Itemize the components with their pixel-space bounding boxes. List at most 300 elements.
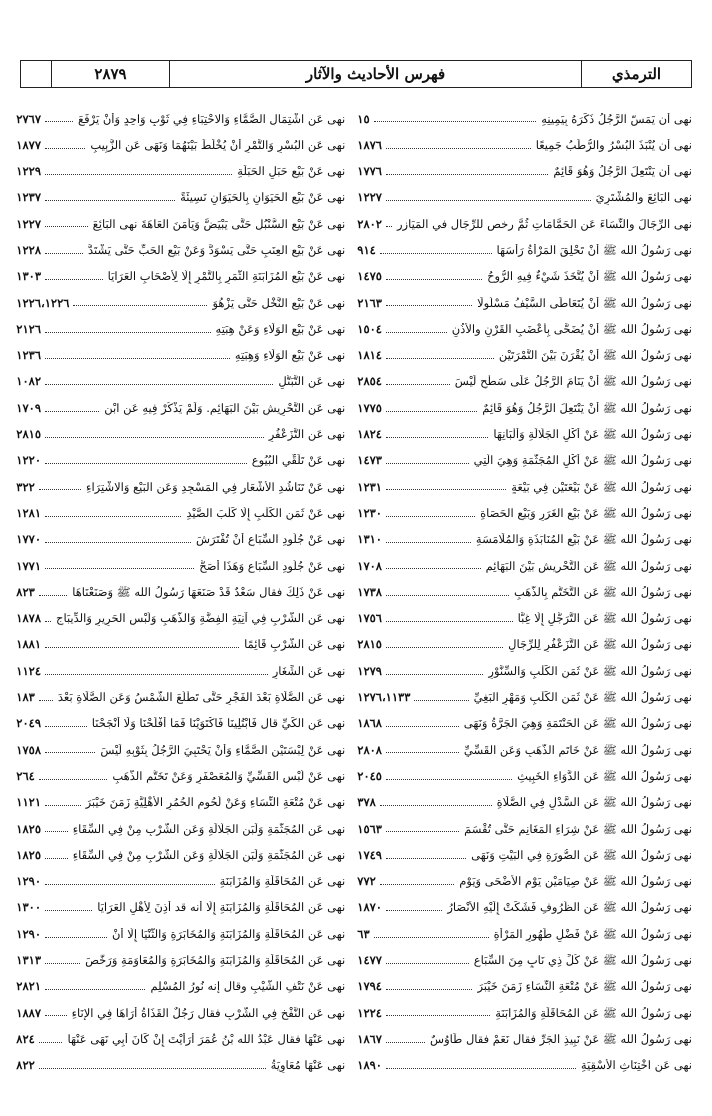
entry-text: نهى عَنِ المُجَثَّمَةِ وَلَبَنِ الجَلَّالَةِ وَعَنِ الشُّرْبِ مِنْ فِي السِّقَاءِ [72,822,346,836]
index-entry [357,679,692,705]
entry-ref-number: ١٧٧٦ [357,164,382,179]
entry-ref-number: ١٥ [357,111,370,126]
entry-ref-number: ١٨٢٥ [16,847,42,862]
entry-ref-number: ١٢٧٩ [357,663,382,678]
entry-text: نهى عَنِ الصَّلَاةِ بَعْدَ الفَجْرِ حَتَّى تَطْلُعَ الشَّمْسُ وَعَنِ الصَّلَاةِ بَعْدَ [57,691,346,705]
index-entry [357,573,692,599]
index-entry [357,547,692,573]
entry-ref-number: ١٥٠٤ [357,321,382,336]
index-entry [16,521,345,547]
leader-dots [386,384,450,385]
leader-dots [45,121,73,122]
entry-ref-number: ١٨٦٨ [357,716,382,731]
index-entry [357,626,692,652]
index-entry [357,231,692,257]
index-entry [16,363,345,389]
entry-ref-number: ٩١٤ [357,242,376,257]
entry-ref-number: ١٢٣٦ [16,348,42,363]
entry-text: نهى رَسُولُ الله ﷺ أَنْ يُقْرَنَ بَيْنَ التَّمْرَتَيْنِ [498,349,692,363]
entry-ref-number: ١٨٦٧ [357,1031,382,1046]
entry-ref-number: ٨٢٣ [16,584,35,599]
leader-dots [386,305,472,306]
leader-dots [45,332,211,333]
entry-text: نهى عَنِ المُجَثَّمَةِ وَلَبَنِ الجَلَّالَةِ وَعَنِ الشُّرْبِ مِنْ فِي السِّقَاءِ [72,848,346,862]
entry-text: نهى عَنْ بَيْعِ الحَيَوَانِ بِالحَيَوَانِ نَسِيئَةً [180,191,346,205]
entry-text: نهى أن يَنْتَعِلَ الرَّجُلُ وَهُوَ قَائِمٌ [553,165,692,179]
entry-text: نهى رَسُولُ الله ﷺ عَنِ الصُّورَةِ فِي البَيْتِ وَنَهَى [471,848,692,862]
entry-ref-number: ١٧٧١ [16,558,42,573]
index-entry [357,494,692,520]
entry-text: نهى عَنْ تَلَقِّي البُيُوعِ [251,454,346,468]
leader-dots [386,1015,490,1016]
index-entry [357,731,692,757]
leader-dots [45,279,103,280]
index-entry [357,968,692,994]
entry-text: نهى رَسُولُ الله ﷺ أَنْ يُضَحَّى بِأَعْضَبِ القَرْنِ والأُذُنِ [451,322,692,336]
entry-text: نهى عَنْهَا فقال عَبْدُ الله بْنُ عُمَرَ أَرَأَيْتَ إِنْ كَانَ أَبِي نَهَى عَنْهَا [67,1032,346,1046]
entry-text: نهى عَنِ التَّبَتُّلِ [278,375,346,389]
entry-ref-number: ٢١٢٦ [16,321,42,336]
leader-dots [39,595,67,596]
entry-text: نهى رَسُولُ الله ﷺ عَنْ ثَمَنِ الكَلْبِ وَالسِّنَّوْرِ [488,664,692,678]
index-entry [16,836,345,862]
entry-ref-number: ١٥٦٣ [357,821,382,836]
entry-text: نهى رَسُولُ الله ﷺ عَنْ كُلِّ ذِي نَابٍ مِنَ السِّبَاعِ [473,954,692,967]
page-number: ٢٨٧٩ [51,61,169,87]
leader-dots [45,253,83,254]
entry-text: نهى رَسُولُ الله ﷺ عَنِ التَّخَتُّمِ بِالذَّهَبِ [513,585,692,599]
index-entry [357,468,692,494]
leader-dots [45,568,194,569]
entry-text: نهى عَنِ الشِّغَارِ [272,664,346,678]
leader-dots [386,752,459,753]
leader-dots [386,910,442,911]
entry-ref-number: ١٣٠٠ [16,900,42,915]
entry-ref-number: ٢٨١٥ [16,427,42,442]
index-entry [357,757,692,783]
index-entry [357,994,692,1020]
entry-ref-number: ١٢٢٩ [16,164,42,179]
leader-dots [386,674,483,675]
index-entry [16,468,345,494]
index-entry [357,915,692,941]
entry-text: نهى رَسُولُ الله ﷺ عَنْ فَضْلِ طَهُورِ المَرْأَةِ [493,927,692,941]
entry-text: نهى عَنْ ذَلِكَ فقال سَعْدٌ قَدْ صَنَعَهَا رَسُولُ الله ﷺ وَصَنَعْنَاهَا [72,585,346,599]
entry-ref-number: ١٢٣٠ [357,505,382,520]
index-entry [357,810,692,836]
index-entry [16,994,345,1020]
index-entry [16,1047,345,1073]
index-entry [357,126,692,152]
entry-ref-number: ١٨١٤ [357,348,382,363]
index-title: فهرس الأحاديث والآثار [169,61,581,87]
index-entry [357,310,692,336]
index-entry [16,100,345,126]
entry-text: نهى عَنْ مُتْعَةِ النِّسَاءِ وَعَنْ لُحُومِ الحُمُرِ الأَهْلِيَّةِ زَمَنَ خَيْبَرَ [85,796,346,810]
index-entry [357,389,692,415]
entry-text: نهى رَسُولُ الله ﷺ عَنِ السَّدْلِ فِي الصَّلَاةِ [496,796,692,810]
index-entry [16,126,345,152]
leader-dots [45,621,51,622]
entry-ref-number: ١٢٩٠ [16,926,42,941]
entry-ref-number: ٢٨٠٢ [357,216,382,231]
right-column [357,100,692,1105]
entry-ref-number: ٢٨٠٨ [357,742,382,757]
index-entry [16,915,345,941]
index-entry [16,784,345,810]
entry-ref-number: ١٧٤٩ [357,847,382,862]
index-entry [357,836,692,862]
entry-ref-number: ٢٨١٥ [357,637,382,652]
leader-dots [45,963,80,964]
leader-dots [380,805,492,806]
leader-dots [45,674,268,675]
entry-text: نهى عَنِ المُحَاقَلَةِ وَالمُزَابَنَةِ وَالمُخَابَرَةِ وَالثُّنْيَا إِلَّا أَنْ [111,927,346,941]
entry-text: نهى رَسُولُ الله ﷺ عَنِ التَّحْرِيشِ بَيْنَ البَهَائِمِ [485,559,692,573]
index-entry [357,889,692,915]
leader-dots [386,647,503,648]
entry-text: نهى عَنْ بَيْعِ النَّخْلِ حَتَّى يَزْهُوَ [212,296,346,310]
entry-text: نهى رَسُولُ الله ﷺ عَنْ مُتْعَةِ النِّسَاءِ زَمَنَ خَيْبَرَ [477,980,692,994]
leader-dots [39,700,53,701]
entry-ref-number: ١٧٩٤ [357,979,382,994]
leader-dots [386,831,459,832]
leader-dots [386,726,459,727]
entry-text: نهى عَنْ تَنَاشُدِ الأَشْعَارِ فِي المَسْجِدِ وَعَنِ البَيْعِ وَالاشْتِرَاءِ [86,480,346,494]
leader-dots [39,489,81,490]
index-entry [16,679,345,705]
entry-text: نهى رَسُولُ الله ﷺ أَنْ يُتَّخَذَ شَيْءٌ فِيهِ الرُّوحُ [487,270,692,284]
entry-ref-number: ٢٠٤٥ [357,768,382,783]
entry-ref-number: ١٧٣٨ [357,584,382,599]
index-entry [16,337,345,363]
entry-ref-number: ١٨٩٠ [357,1058,382,1073]
entry-text: نهى رَسُولُ الله ﷺ عَنْ بَيْعِ الغَرَرِ وَبَيْعِ الحَصَاةِ [480,506,692,520]
entry-ref-number: ٣٢٢ [16,479,35,494]
leader-dots [45,858,68,859]
entry-text: نهى عَنْ جُلُودِ السِّبَاعِ وَهَذَا أَصَحُّ [199,559,346,573]
index-entry [16,310,345,336]
index-entry [16,863,345,889]
entry-text: نهى رَسُولُ الله ﷺ عَنِ التَّرَجُّلِ إِلَّا غِبًّا [517,612,692,626]
leader-dots [386,568,481,569]
entry-ref-number: ١٢٩٠ [16,874,42,889]
index-entry [16,153,345,179]
entry-text: نهى عَنِ الشُّرْبِ فِي آنِيَةِ الفِضَّةِ وَالذَّهَبِ وَلُبْسِ الحَرِيرِ وَالدِّيبَاجِ [56,612,346,626]
entry-text: نهى رَسُولُ الله ﷺ عَنْ بَيْعَتَيْنِ فِي بَيْعَةٍ [511,480,692,494]
leader-dots [45,463,247,464]
entry-ref-number: ١٤٧٣ [357,453,382,468]
entry-text: نهى عَنِ النَّفْخِ فِي الشُّرْبِ فقال رَجُلٌ القَذَاةُ أَرَاهَا فِي الإِنَاءِ [71,1006,346,1020]
leader-dots [386,621,513,622]
entry-text: نهى الرِّجَالَ والنِّسَاءَ عَن الحَمَّامَاتِ ثُمَّ رخص للرِّجَال في المَيَازِرِ [396,217,692,231]
leader-dots [45,910,92,911]
entry-text: نهى رَسُولُ الله ﷺ عَنِ الظُّرُوفِ فَشَكَتْ إِلَيْهِ الأَنْصَارُ [447,901,692,915]
entry-text: نهى عَنْ بَيْعِ المُزَابَنَةِ الثَّمَرِ بِالتَّمْرِ إِلَّا لِأَصْحَابِ العَرَايَا [107,270,346,284]
header-empty-cell [21,61,51,87]
entry-text: نهى رَسُولُ الله ﷺ أَنْ يَنْتَعِلَ الرَّجُلُ وَهُوَ قَائِمٌ [482,401,692,415]
entry-ref-number: ١٣٠٣ [16,269,42,284]
entry-text: نهى عَنْ لُبْسِ القَسِّيِّ وَالمُعَصْفَرِ وَعَنْ تَخَتُّمِ الذَّهَبِ [112,769,346,783]
leader-dots [386,358,494,359]
entry-ref-number: ١٣١٠ [357,532,382,547]
entry-text: نهى عَنْ بَيْعِ العِنَبِ حَتَّى يَسْوَدَّ وَعَنْ بَيْعِ الحَبِّ حَتَّى يَشْتَدَّ [88,243,346,257]
entry-text: نهى عَنْ نَتْفِ الشَّيْبِ وقال إنه نُورُ المُسْلِمِ [150,980,346,994]
entry-text: نهى رَسُولُ الله ﷺ عَنْ أَكْلِ المُجَثَّمَةِ وَهِيَ الَّتِي [473,454,692,468]
index-entry [357,363,692,389]
index-entry [16,231,345,257]
entry-ref-number: ١٧٠٩ [16,400,42,415]
index-entry [16,284,345,310]
leader-dots [39,1042,63,1043]
left-column [16,100,345,1105]
entry-text: نهى رَسُولُ الله ﷺ أَنْ يُتَعَاطَى السَّيْفُ مَسْلُولًا [477,296,692,310]
entry-ref-number: ١٢٧٦،١١٣٣ [357,690,411,705]
entry-text: نهى عَنْ بَيْعِ الوَلَاءِ وَعَنْ هِبَتِهِ [215,322,346,336]
leader-dots [386,963,469,964]
entry-text: نهى عَنْ جُلُودِ السِّبَاعِ أَنْ تُفْتَرَشَ [196,533,346,547]
index-entry [16,626,345,652]
entry-text: نهى رَسُولُ الله ﷺ عَنْ شِرَاءِ المَغَانِمِ حَتَّى تُقْسَمَ [464,822,692,836]
entry-ref-number: ١٠٨٢ [16,374,42,389]
leader-dots [386,332,447,333]
entry-text: نهى البَائِعَ والمُشْتَرِيَ [595,191,692,205]
entry-ref-number: ١٧٥٨ [16,742,42,757]
entry-ref-number: ٦٣ [357,926,370,941]
leader-dots [386,542,471,543]
entry-ref-number: ١٢٣١ [357,479,382,494]
entry-ref-number: ١٨٧٠ [357,900,382,915]
entry-ref-number: ١٤٧٥ [357,269,382,284]
leader-dots [39,779,108,780]
leader-dots [73,305,207,306]
entry-text: نهى رَسُولُ الله ﷺ عَنِ الحَنْتَمَةِ وَهِيَ الجَرَّةُ وَنَهَى [463,717,692,731]
entry-ref-number: ١٨٢٤ [357,427,382,442]
leader-dots [386,858,466,859]
leader-dots [386,226,392,227]
entry-text: نهى أن يَمَسّ الرَّجُلُ ذَكَرَهُ بِيَمِينِهِ [541,112,692,126]
entry-text: نهى عَنْهَا مُعَاوِيَةُ [270,1059,346,1073]
index-entry [16,547,345,573]
leader-dots [45,1015,67,1016]
leader-dots [386,174,548,175]
entry-ref-number: ٢٨٥٤ [357,374,382,389]
leader-dots [386,437,488,438]
leader-dots [45,989,145,990]
entry-ref-number: ١٨٧٨ [16,611,42,626]
entry-ref-number: ١٢٣٧ [16,190,42,205]
entry-text: نهى رَسُولُ الله ﷺ عَنْ صِيَامَيْنِ يَوْمِ الأَضْحَى وَيَوْمِ [459,875,692,889]
entry-ref-number: ١٢٨١ [16,505,42,520]
leader-dots [386,279,482,280]
entry-text: نهى عَنِ البُسْرِ وَالتَّمْرِ أَنْ يُخْلَطَ بَيْنَهُمَا وَنَهَى عَنِ الزَّبِيبِ [90,138,346,152]
entry-text: نهى رَسُولُ الله ﷺ عَنْ خَاتَمِ الذَّهَبِ وَعَنِ القَسِّيِّ [463,743,692,757]
leader-dots [45,384,273,385]
index-entry [16,205,345,231]
index-entry [16,889,345,915]
leader-dots [45,647,239,648]
leader-dots [374,937,489,938]
leader-dots [386,595,509,596]
leader-dots [386,516,475,517]
index-entry [357,100,692,126]
index-entry [16,942,345,968]
entry-text: نهى عَنِ اشْتِمَالِ الصَّمَّاءِ وَالاحْتِبَاءِ فِي ثَوْبٍ وَاحِدٍ وَأَنْ يَرْفَعَ [78,112,346,126]
leader-dots [39,1068,266,1069]
entry-ref-number: ٨٢٢ [16,1058,35,1073]
entry-text: نهى رَسُولُ الله ﷺ عَنْ ثَمَنِ الكَلْبِ وَمَهْرِ البَغِيِّ [473,691,692,705]
entry-text: نهى رَسُولُ الله ﷺ عَنِ التَّزَعْفُرِ لِلرِّجَالِ [508,638,692,652]
entry-text: نهى رَسُولُ الله ﷺ عَنْ نَبِيذِ الجَرِّ فقال نَعَمْ فقال طَاوُسٌ [430,1032,692,1046]
entry-text: نهى عَنِ الكَيِّ قال فَابْتُلِينَا فَاكْتَوَيْنَا فَمَا أَفْلَحْنَا وَلَا أَنْجَحْنَا [91,717,346,731]
index-entry [357,153,692,179]
entry-ref-number: ١٨٢٥ [16,821,42,836]
entry-text: نهى عَنِ المُحَاقَلَةِ وَالمُزَابَنَةِ [219,875,346,889]
entry-ref-number: ١٧٧٠ [16,532,42,547]
entry-ref-number: ١٢٢٧ [357,190,382,205]
leader-dots [374,121,537,122]
entry-ref-number: ١٢٢٦،١٢٢٦ [16,295,70,310]
entry-ref-number: ١١٢١ [16,795,42,810]
leader-dots [386,411,477,412]
entry-ref-number: ١٨٧٧ [16,137,42,152]
index-columns [16,100,692,1105]
index-entry [357,705,692,731]
entry-text: نهى عَنِ التَّحْرِيشِ بَيْنَ البَهَائِمِ. وَلَمْ يَذْكُرْ فِيهِ عَنِ ابْنِ [104,401,346,415]
index-entry [16,731,345,757]
leader-dots [386,1042,425,1043]
entry-text: نهى رَسُولُ الله ﷺ أَنْ تَحْلِقَ المَرْأَةُ رَأْسَهَا [496,243,692,257]
leader-dots [386,200,591,201]
index-entry [16,258,345,284]
entry-ref-number: ١٤٧٧ [357,953,382,967]
leader-dots [386,779,512,780]
index-entry [16,810,345,836]
index-entry [357,1020,692,1046]
entry-ref-number: ٣٧٨ [357,795,376,810]
index-entry [357,258,692,284]
entry-text: نهى عَنْ بَيْعِ حَبَلِ الحَبَلَةِ [237,165,346,179]
entry-ref-number: ١٨٨١ [16,637,42,652]
index-entry [16,600,345,626]
entry-ref-number: ١٧٥٦ [357,611,382,626]
entry-ref-number: ١٨٣ [16,690,35,705]
entry-text: نهى عَنْ لِبْسَتَيْنِ الصَّمَّاءِ وَأَنْ يَحْتَبِيَ الرَّجُلُ بِثَوْبِهِ لَيْسَ [100,743,346,757]
index-entry [16,494,345,520]
index-entry [357,179,692,205]
index-entry [357,784,692,810]
leader-dots [45,200,175,201]
entry-ref-number: ١٣١٣ [16,953,42,967]
leader-dots [45,884,215,885]
index-entry [16,416,345,442]
index-entry [16,389,345,415]
entry-ref-number: ٢٦٤ [16,768,35,783]
index-entry [357,284,692,310]
book-name: الترمذي [581,61,691,87]
entry-text: نهى رَسُولُ الله ﷺ عَنِ المُحَاقَلَةِ وَالمُزَابَنَةِ [495,1006,692,1020]
entry-ref-number: ١٨٧٦ [357,137,382,152]
entry-ref-number: ٢٠٤٩ [16,716,42,731]
index-entry [16,652,345,678]
entry-ref-number: ١٢٢٧ [16,216,42,231]
entry-ref-number: ١٢٢٠ [16,453,42,468]
entry-ref-number: ٢٧٦٧ [16,111,42,126]
leader-dots [45,831,68,832]
entry-text: نهى أن يُنْبَذَ البُسْرُ والرُّطَبُ جَمِيعًا [535,138,692,152]
index-entry [16,442,345,468]
index-entry [357,442,692,468]
index-entry [357,1047,692,1073]
index-entry [357,652,692,678]
index-entry [357,863,692,889]
entry-ref-number: ١٨٨٧ [16,1005,42,1020]
entry-text: نهى رَسُولُ الله ﷺ عَنْ بَيْعِ المُنَابَذَةِ وَالمُلَامَسَةِ [475,533,692,547]
leader-dots [386,1068,576,1069]
entry-text: نهى عَنْ بَيْعِ الوَلَاءِ وَهِبَتِهِ [234,349,346,363]
leader-dots [45,174,232,175]
leader-dots [386,989,472,990]
leader-dots [45,358,230,359]
leader-dots [45,411,99,412]
index-entry [16,1020,345,1046]
entry-ref-number: ٧٧٢ [357,874,376,889]
index-entry [16,705,345,731]
entry-ref-number: ١٢٢٨ [16,242,42,257]
leader-dots [45,542,191,543]
entry-ref-number: ٢١٦٣ [357,295,382,310]
index-entry [357,205,692,231]
leader-dots [414,700,468,701]
leader-dots [45,752,95,753]
index-entry [357,600,692,626]
index-entry [357,521,692,547]
leader-dots [380,884,454,885]
entry-ref-number: ١٧٠٨ [357,558,382,573]
leader-dots [45,516,181,517]
leader-dots [45,148,85,149]
entry-text: نهى عَنِ الشُّرْبِ قَائِمًا [244,638,346,652]
index-entry [16,179,345,205]
entry-text: نهى عَنِ المُحَاقَلَةِ وَالمُزَابَنَةِ إِلَّا أنه قد أَذِنَ لِأَهْلِ العَرَايَا [97,901,346,915]
index-entry [357,337,692,363]
index-entry [357,416,692,442]
index-entry [16,573,345,599]
entry-ref-number: ١٢٢٤ [357,1005,382,1020]
entry-ref-number: ١٧٧٥ [357,400,382,415]
leader-dots [45,726,87,727]
leader-dots [45,437,264,438]
entry-text: نهى عَنِ المُحَاقَلَةِ وَالمُزَابَنَةِ وَالمُخَابَرَةِ وَالمُعَاوَمَةِ وَرَخَّصَ [85,954,346,967]
index-entry [16,968,345,994]
leader-dots [380,253,492,254]
leader-dots [45,937,107,938]
page-header [20,60,692,88]
entry-text: نهى رَسُولُ الله ﷺ عَنْ أَكْلِ الجَلَّالَةِ وَأَلْبَانِهَا [493,428,692,442]
index-entry [16,757,345,783]
entry-text: نهى عَنْ بَيْعِ السُّنْبُلِ حَتَّى يَبْيَضَّ وَيَأْمَنَ العَاهَةَ نهى البَائِعَ [92,217,346,231]
entry-text: نهى عَنِ اخْتِنَاثِ الأَسْقِيَةِ [580,1059,692,1073]
entry-ref-number: ٨٢٤ [16,1031,35,1046]
entry-text: نهى عَنْ ثَمَنِ الكَلْبِ إِلَّا كَلْبَ الصَّيْدِ [186,506,346,520]
entry-text: نهى عَنِ التَّزَعْفُرِ [268,428,346,442]
leader-dots [45,226,88,227]
leader-dots [386,463,469,464]
index-entry [357,942,692,968]
entry-text: نهى رَسُولُ الله ﷺ أَنْ يَنَامَ الرَّجُلُ عَلَى سَطْحٍ لَيْسَ [454,375,692,389]
entry-ref-number: ١١٢٤ [16,663,42,678]
entry-text: نهى رَسُولُ الله ﷺ عَنِ الدَّوَاءِ الخَبِيثِ [517,769,692,783]
